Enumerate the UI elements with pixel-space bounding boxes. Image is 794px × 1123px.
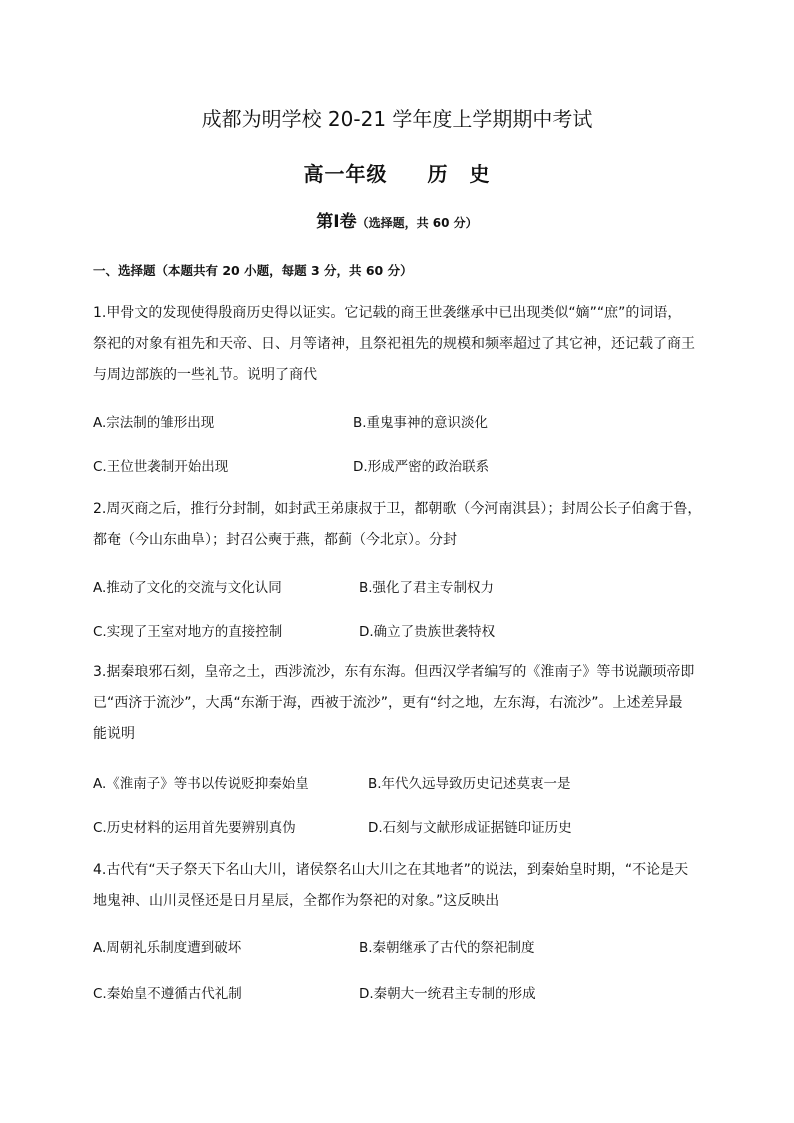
question-1-stem <box>93 298 711 391</box>
question-4-stem <box>93 855 711 917</box>
question-line: 与周边部族的一些礼节。说明了商代 <box>93 367 317 383</box>
question-2-option-d: D.确立了贵族世袭特权 <box>359 624 496 640</box>
question-line: 能说明 <box>93 726 135 742</box>
part-label: 第Ⅰ卷 <box>316 212 357 232</box>
question-1-option-b: B.重鬼事神的意识淡化 <box>353 415 489 431</box>
question-line: 地鬼神、山川灵怪还是日月星辰，全都作为祭祀的对象。”这反映出 <box>93 893 500 909</box>
question-line: 1.甲骨文的发现使得殷商历史得以证实。它记载的商王世袭继承中已出现类似“嫡”“庶”的词语， <box>93 305 682 321</box>
question-3-option-a: A.《淮南子》等书以传说贬抑秦始皇 <box>93 776 309 792</box>
question-2-option-a: A.推动了文化的交流与文化认同 <box>93 580 282 596</box>
question-3-option-d: D.石刻与文献形成证据链印证历史 <box>368 820 572 836</box>
question-4-option-d: D.秦朝大一统君主专制的形成 <box>359 986 536 1002</box>
question-line: 已“西济于流沙”，大禹“东渐于海，西被于流沙”，更有“纣之地，左东海，右流沙”。上述差异最 <box>93 695 683 711</box>
question-3-option-b: B.年代久远导致历史记述莫衷一是 <box>368 776 571 792</box>
question-2-option-c: C.实现了王室对地方的直接控制 <box>93 624 283 640</box>
exam-title: 成都为明学校 20-21 学年度上学期期中考试 <box>201 107 593 131</box>
question-4-option-b: B.秦朝继承了古代的祭祀制度 <box>359 940 535 956</box>
question-3-stem <box>93 657 711 750</box>
question-line: 4.古代有“天子祭天下名山大川，诸侯祭名山大川之在其地者”的说法，到秦始皇时期，“不论是天 <box>93 862 689 878</box>
question-line: 都奄（今山东曲阜）；封召公奭于燕，都蓟（今北京）。分封 <box>93 532 457 548</box>
question-2-stem <box>93 494 711 556</box>
question-4-option-a: A.周朝礼乐制度遭到破坏 <box>93 940 242 956</box>
question-2-option-b: B.强化了君主专制权力 <box>359 580 495 596</box>
question-1-option-d: D.形成严密的政治联系 <box>353 459 490 475</box>
section-heading: 一、选择题（本题共有 20 小题，每题 3 分，共 60 分） <box>93 263 413 278</box>
part-note: （选择题，共 60 分） <box>356 216 478 230</box>
question-3-option-c: C.历史材料的运用首先要辨别真伪 <box>93 820 296 836</box>
question-line: 3.据秦琅邪石刻，皇帝之土，西涉流沙，东有东海。但西汉学者编写的《淮南子》等书说颛顼帝即 <box>93 664 695 680</box>
grade-subject-line <box>0 158 794 187</box>
question-1-option-c: C.王位世袭制开始出现 <box>93 459 229 475</box>
question-line: 祭祀的对象有祖先和天帝、日、月等诸神，且祭祀祖先的规模和频率超过了其它神，还记载了商王 <box>93 336 695 352</box>
subject-label: 历 史 <box>427 162 491 186</box>
paper-part-heading <box>0 207 794 232</box>
question-4-option-c: C.秦始皇不遵循古代礼制 <box>93 986 242 1002</box>
grade-label: 高一年级 <box>303 162 388 186</box>
question-line: 2.周灭商之后，推行分封制，如封武王弟康叔于卫，都朝歌（今河南淇县）；封周公长子伯禽于鲁， <box>93 501 702 517</box>
question-1-option-a: A.宗法制的雏形出现 <box>93 415 215 431</box>
